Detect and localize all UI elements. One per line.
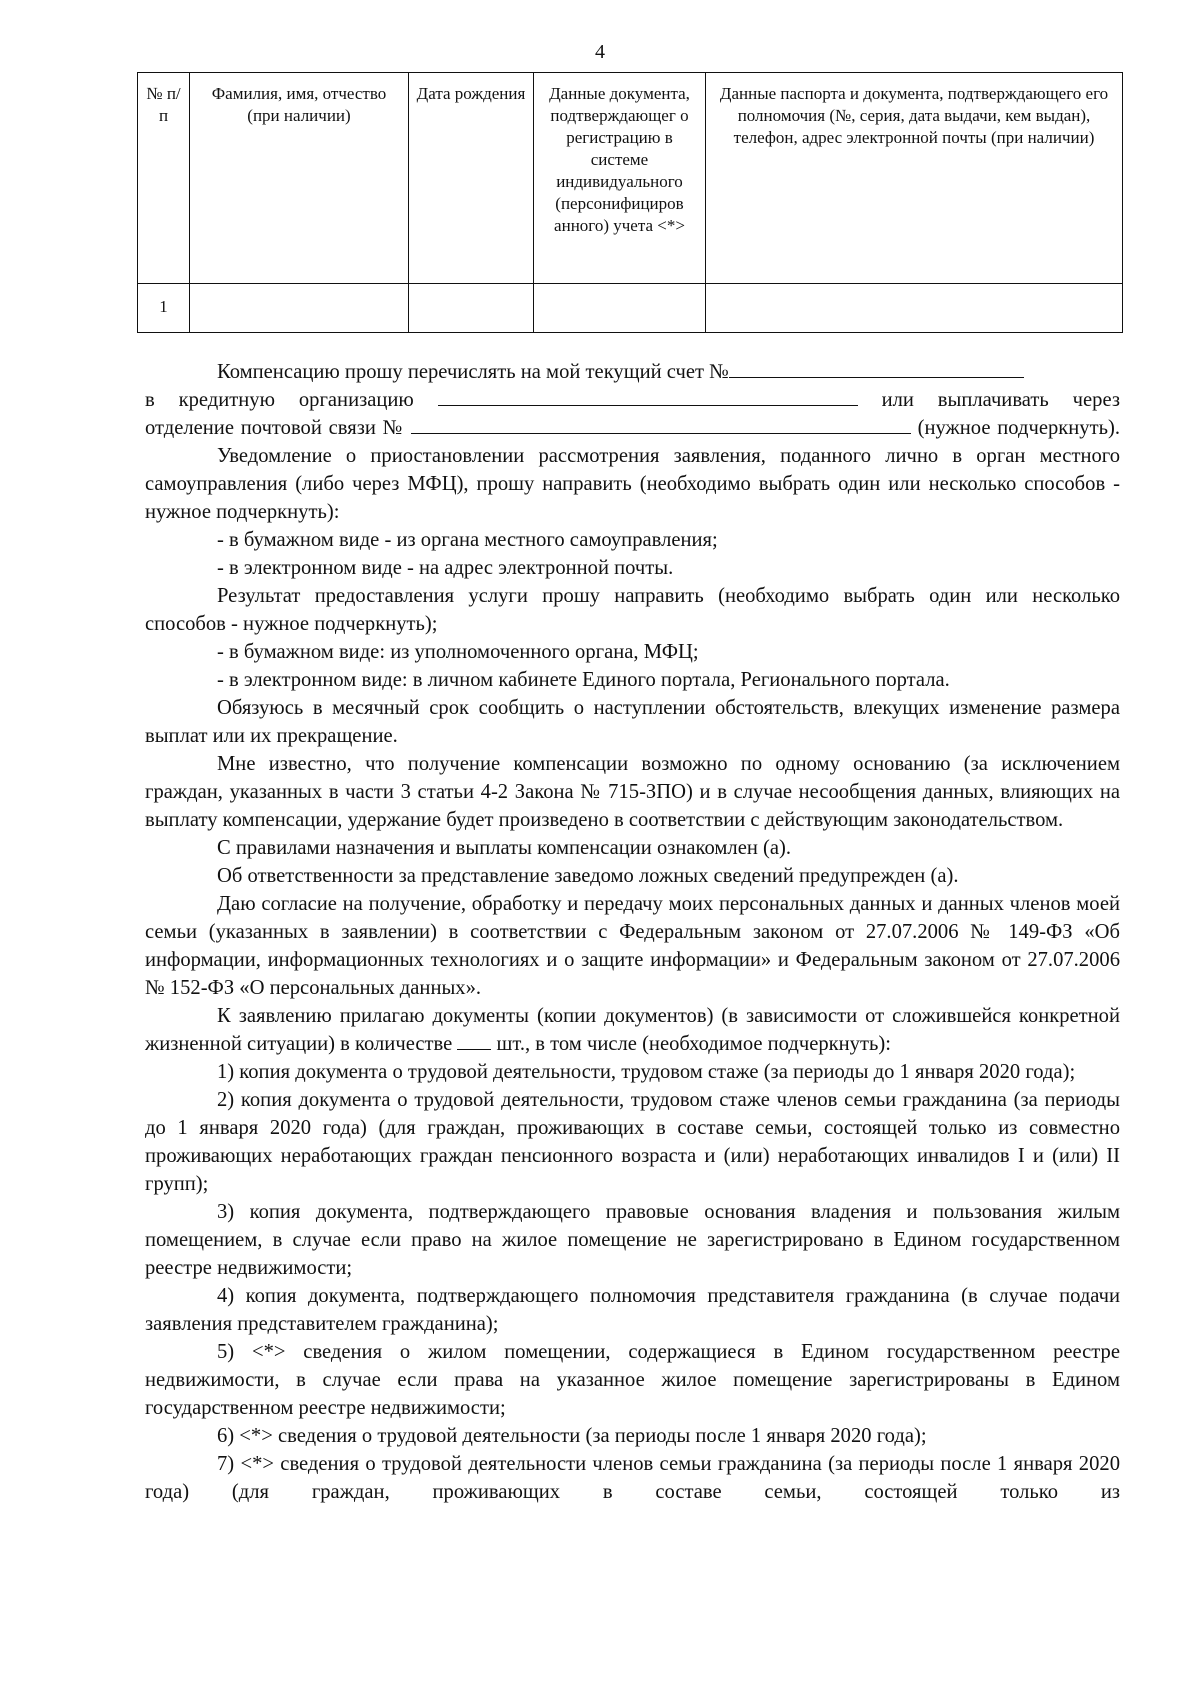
rules-acknowledgement: С правилами назначения и выплаты компенсации ознакомлен (а).	[217, 837, 792, 859]
attachments-count-blank	[457, 1031, 491, 1050]
compensation-account-text: Компенсацию прошу перечислять на мой текущий счет №	[217, 361, 729, 383]
header-passport-data: Данные паспорта и документа, подтверждающего его полномочия (№, серия, дата выдачи, кем выдан), телефон, адрес электронной почты (при наличии)	[706, 73, 1123, 284]
compensation-bank-line	[145, 386, 1120, 414]
result-paragraph: Результат предоставления услуги прошу направить (необходимо выбрать один или несколько способов - нужное подчеркнуть);	[145, 585, 1120, 635]
list-item: 6) <*> сведения о трудовой деятельности (за периоды после 1 января 2020 года);	[217, 1425, 927, 1447]
notification-paper-option: - в бумажном виде - из органа местного самоуправления;	[217, 529, 718, 551]
or-post-text: или выплачивать через	[881, 389, 1120, 411]
underline-needed-text: (нужное подчеркнуть).	[917, 417, 1120, 439]
consent-paragraph: Даю согласие на получение, обработку и передачу моих персональных данных и данных членов моей семьи (указанных в заявлении) в соответствии с Федеральным законом от 27.07.2006 № 149-ФЗ «Об информации, информационных технологиях и о защите информации» и Федеральным законом от 27.07.2006 № 152-ФЗ «О персональных данных».	[145, 893, 1120, 999]
page-number: 4	[595, 41, 605, 63]
header-full-name: Фамилия, имя, отчество (при наличии)	[190, 73, 409, 284]
attachments-text-end: шт., в том числе (необходимое подчеркнуть):	[496, 1033, 891, 1055]
compensation-paragraph	[145, 358, 1120, 386]
obligation-paragraph: Обязуюсь в месячный срок сообщить о наступлении обстоятельств, влекущих изменение размера выплат или их прекращение.	[145, 697, 1120, 747]
notification-paragraph: Уведомление о приостановлении рассмотрения заявления, поданного лично в орган местного самоуправления (либо через МФЦ), прошу направить (необходимо выбрать один или несколько способов - нужное подчеркнуть):	[145, 445, 1120, 523]
table-cell	[409, 284, 534, 333]
table-cell	[190, 284, 409, 333]
post-office-blank	[411, 415, 911, 434]
attachments-text: К заявлению прилагаю документы (копии документов) (в зависимости от сложившейся конкретной жизненной ситуации) в количестве	[145, 1005, 1120, 1055]
table-cell	[706, 284, 1123, 333]
notification-email-option: - в электронном виде - на адрес электронной почты.	[217, 557, 674, 579]
header-number: № п/п	[138, 73, 190, 284]
attachments-paragraph	[145, 1002, 1120, 1058]
awareness-paragraph: Мне известно, что получение компенсации возможно по одному основанию (за исключением граждан, указанных в части 3 статьи 4-2 Закона № 715-ЗПО) и в случае несообщения данных, влияющих на выплату компенсации, удержание будет произведено в соответствии с действующим законодательством.	[145, 753, 1120, 831]
document-body	[145, 358, 1120, 1506]
account-number-blank	[729, 359, 1024, 378]
table-cell	[534, 284, 706, 333]
table-cell: 1	[138, 284, 190, 333]
post-office-text: отделение почтовой связи №	[145, 417, 404, 439]
list-item: 7) <*> сведения о трудовой деятельности членов семьи гражданина (за периоды после 1 января 2020 года) (для граждан, проживающих в составе семьи, состоящей только из	[145, 1453, 1120, 1503]
list-item: 1) копия документа о трудовой деятельности, трудовом стаже (за периоды до 1 января 2020 года);	[217, 1061, 1076, 1083]
header-birth-date: Дата рождения	[409, 73, 534, 284]
list-item: 2) копия документа о трудовой деятельности, трудовом стаже членов семьи гражданина (за периоды до 1 января 2020 года) (для граждан, проживающих в составе семьи, состоящей только из совместно проживающих неработающих граждан пенсионного возраста и (или) неработающих инвалидов I и (или) II групп);	[145, 1089, 1120, 1195]
result-paper-option: - в бумажном виде: из уполномоченного органа, МФЦ;	[217, 641, 699, 663]
list-item: 3) копия документа, подтверждающего правовые основания владения и пользования жилым помещением, в случае если право на жилое помещение не зарегистрировано в Едином государственном реестре недвижимости;	[145, 1201, 1120, 1279]
liability-acknowledgement: Об ответственности за представление заведомо ложных сведений предупрежден (а).	[217, 865, 959, 887]
bank-name-blank	[438, 387, 858, 406]
applicants-table	[137, 72, 1123, 333]
list-item: 5) <*> сведения о жилом помещении, содержащиеся в Едином государственном реестре недвижимости, в случае если права на указанное жилое помещение зарегистрированы в Едином государственном реестре недвижимости;	[145, 1341, 1120, 1419]
list-item: 4) копия документа, подтверждающего полномочия представителя гражданина (в случае подачи заявления представителем гражданина);	[145, 1285, 1120, 1335]
result-electronic-option: - в электронном виде: в личном кабинете Единого портала, Регионального портала.	[217, 669, 950, 691]
compensation-post-line	[145, 414, 1120, 442]
bank-text: в кредитную организацию	[145, 389, 414, 411]
table-header-row	[138, 73, 1123, 284]
header-registration-document: Данные документа, подтверждающег о регистрацию в системе индивидуального (персонифициров анного) учета <*>	[534, 73, 706, 284]
table-row	[138, 284, 1123, 333]
